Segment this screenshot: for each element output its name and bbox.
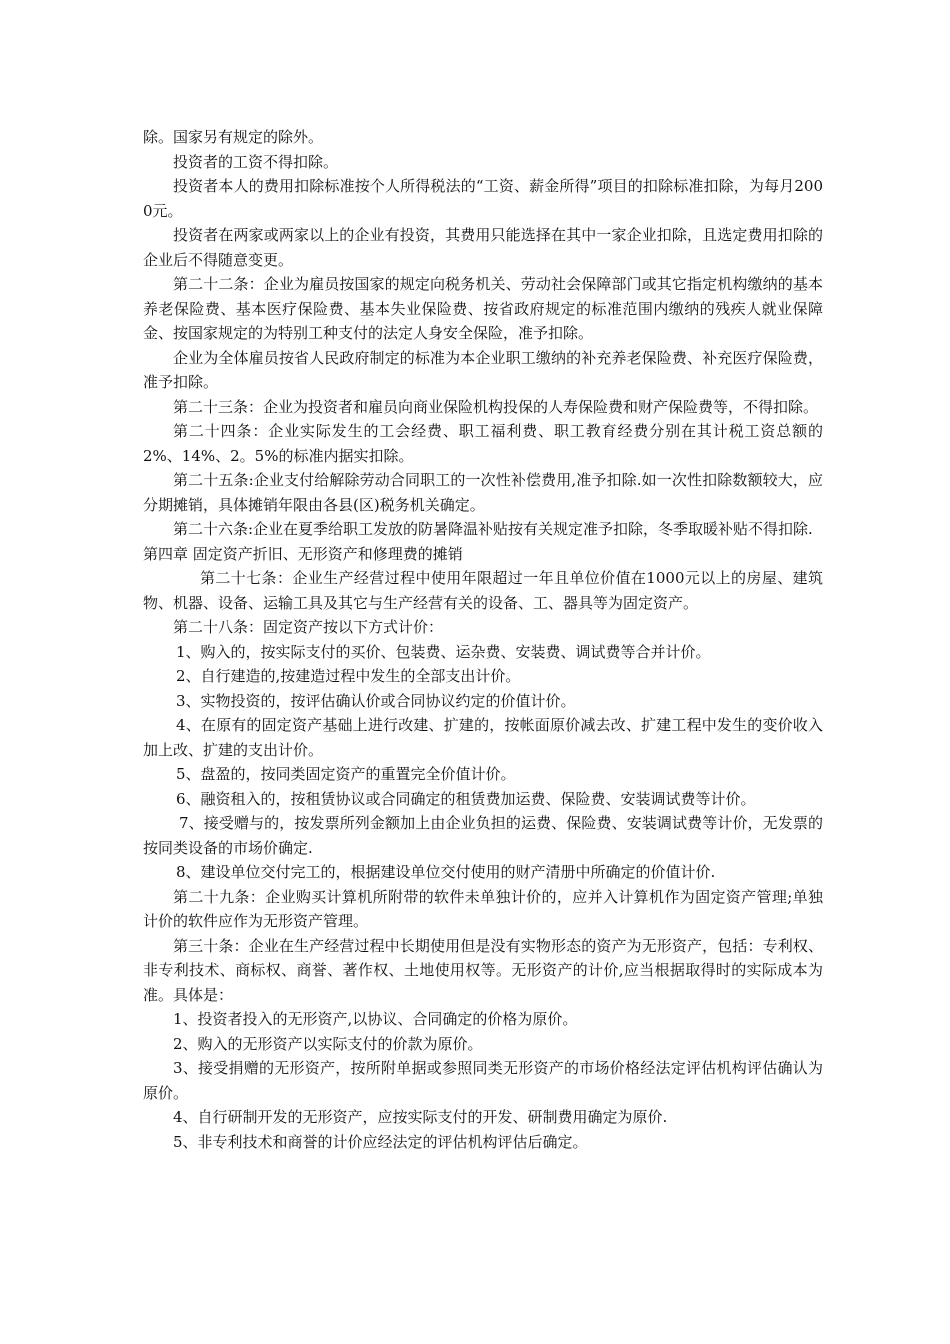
- list-item: 4、在原有的固定资产基础上进行改建、扩建的，按帐面原价减去改、扩建工程中发生的变价收入加上改、扩建的支出计价。: [143, 716, 823, 759]
- article-28: 第二十八条：固定资产按以下方式计价：: [173, 618, 444, 636]
- paragraph: 除。国家另有规定的除外。: [143, 128, 324, 146]
- article-27: 第二十七条：企业生产经营过程中使用年限超过一年且单位价值在1000元以上的房屋、建筑物、机器、设备、运输工具及其它与生产经营有关的设备、工、器具等为固定资产。: [143, 569, 823, 612]
- chapter-heading: 第四章 固定资产折旧、无形资产和修理费的摊销: [143, 544, 463, 563]
- article-26: 第二十六条:企业在夏季给职工发放的防暑降温补贴按有关规定准予扣除，冬季取暖补贴不得扣除.: [173, 520, 813, 538]
- list-item: 3、实物投资的，按评估确认价或合同协议约定的价值计价。: [176, 691, 576, 710]
- list-item: 3、接受捐赠的无形资产，按所附单据或参照同类无形资产的市场价格经法定评估机构评估确认为原价。: [143, 1059, 823, 1102]
- list-item: 5、盘盈的，按同类固定资产的重置完全价值计价。: [176, 765, 516, 783]
- paragraph: 投资者的工资不得扣除。: [173, 152, 339, 171]
- article-24: 第二十四条：企业实际发生的工会经费、职工福利费、职工教育经费分别在其计税工资总额的2%、14%、2。5%的标准内据实扣除。: [143, 422, 823, 465]
- article-23: 第二十三条：企业为投资者和雇员向商业保险机构投保的人寿保险费和财产保险费等，不得扣除。: [173, 397, 819, 416]
- list-item: 7、接受赠与的，按发票所列金额加上由企业负担的运费、保险费、安装调试费等计价，无发票的按同类设备的市场价确定.: [143, 814, 823, 857]
- article-25: 第二十五条:企业支付给解除劳动合同职工的一次性补偿费用,准予扣除.如一次性扣除数额较大，应分期摊销，具体摊销年限由各县(区)税务机关确定。: [143, 471, 823, 514]
- paragraph: 投资者本人的费用扣除标准按个人所得税法的“工资、薪金所得”项目的扣除标准扣除，为每月2000元。: [143, 177, 823, 220]
- list-item: 1、投资者投入的无形资产,以协议、合同确定的价格为原价。: [173, 1010, 578, 1028]
- list-item: 5、非专利技术和商誉的计价应经法定的评估机构评估后确定。: [173, 1132, 588, 1151]
- document-body: [143, 125, 823, 1154]
- article-29: 第二十九条：企业购买计算机所附带的软件未单独计价的，应并入计算机作为固定资产管理;单独计价的软件应作为无形资产管理。: [143, 887, 823, 930]
- list-item: 2、自行建造的,按建造过程中发生的全部支出计价。: [176, 667, 521, 685]
- list-item: 6、融资租入的，按租赁协议或合同确定的租赁费加运费、保险费、安装调试费等计价。: [176, 789, 756, 808]
- list-item: 8、建设单位交付完工的，根据建设单位交付使用的财产清册中所确定的价值计价.: [176, 863, 716, 881]
- article-30: 第三十条：企业在生产经营过程中长期使用但是没有实物形态的资产为无形资产，包括：专利权、非专利技术、商标权、商誉、著作权、土地使用权等。无形资产的计价,应当根据取得时的实际成本为准。具体是：: [143, 936, 823, 1004]
- list-item: 2、购入的无形资产以实际支付的价款为原价。: [173, 1034, 483, 1053]
- paragraph: 企业为全体雇员按省人民政府制定的标准为本企业职工缴纳的补充养老保险费、补充医疗保险费，准予扣除。: [143, 348, 823, 391]
- list-item: 4、自行研制开发的无形资产，应按实际支付的开发、研制费用确定为原价.: [173, 1108, 668, 1126]
- article-22: 第二十二条：企业为雇员按国家的规定向税务机关、劳动社会保障部门或其它指定机构缴纳的基本养老保险费、基本医疗保险费、基本失业保险费、按省政府规定的标准范围内缴纳的残疾人就业保障金、按国家规定的为特别工种支付的法定人身安全保险，准予扣除。: [143, 275, 823, 342]
- paragraph: 投资者在两家或两家以上的企业有投资，其费用只能选择在其中一家企业扣除，且选定费用扣除的企业后不得随意变更。: [143, 226, 823, 269]
- list-item: 1、购入的，按实际支付的买价、包装费、运杂费、安装费、调试费等合并计价。: [176, 642, 711, 661]
